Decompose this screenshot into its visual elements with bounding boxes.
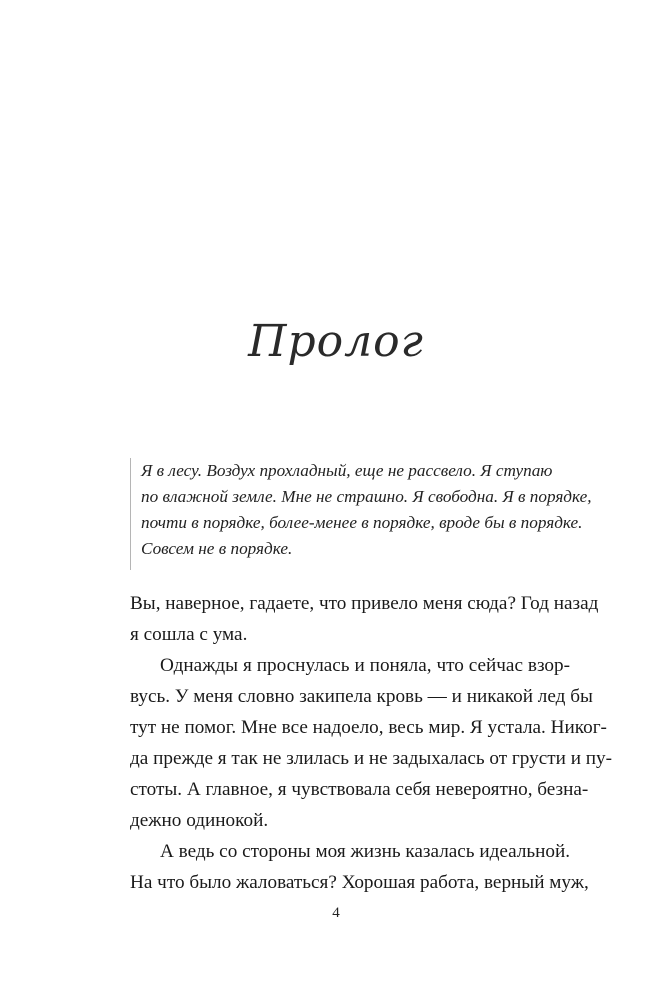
body-line: стоты. А главное, я чувствовала себя невероятно, безна- <box>130 779 589 800</box>
body-line: да прежде я так не злилась и не задыхалась от грусти и пу- <box>130 748 613 769</box>
body-line: дежно одинокой. <box>130 810 269 831</box>
epigraph-line: Я в лесу. Воздух прохладный, еще не рассвело. Я ступаю <box>141 461 553 480</box>
body-line: тут не помог. Мне все надоело, весь мир. Я устала. Никог- <box>130 717 607 738</box>
body-line: А ведь со стороны моя жизнь казалась идеальной. <box>160 841 571 862</box>
body-line: я сошла с ума. <box>130 624 248 645</box>
body-line: Вы, наверное, гадаете, что привело меня сюда? Год назад <box>130 593 599 614</box>
epigraph-line: Совсем не в порядке. <box>141 539 293 558</box>
chapter-title: Пролог <box>248 316 424 367</box>
epigraph-line: почти в порядке, более-менее в порядке, вроде бы в порядке. <box>141 513 583 532</box>
body-line: вусь. У меня словно закипела кровь — и никакой лед бы <box>130 686 593 707</box>
body-line: На что было жаловаться? Хорошая работа, верный муж, <box>130 872 589 893</box>
page-number: 4 <box>332 905 340 921</box>
epigraph <box>130 458 611 570</box>
body-line: Однажды я проснулась и поняла, что сейчас взор- <box>160 655 570 676</box>
body-text <box>130 588 613 898</box>
epigraph-line: по влажной земле. Мне не страшно. Я свободна. Я в порядке, <box>141 487 592 506</box>
